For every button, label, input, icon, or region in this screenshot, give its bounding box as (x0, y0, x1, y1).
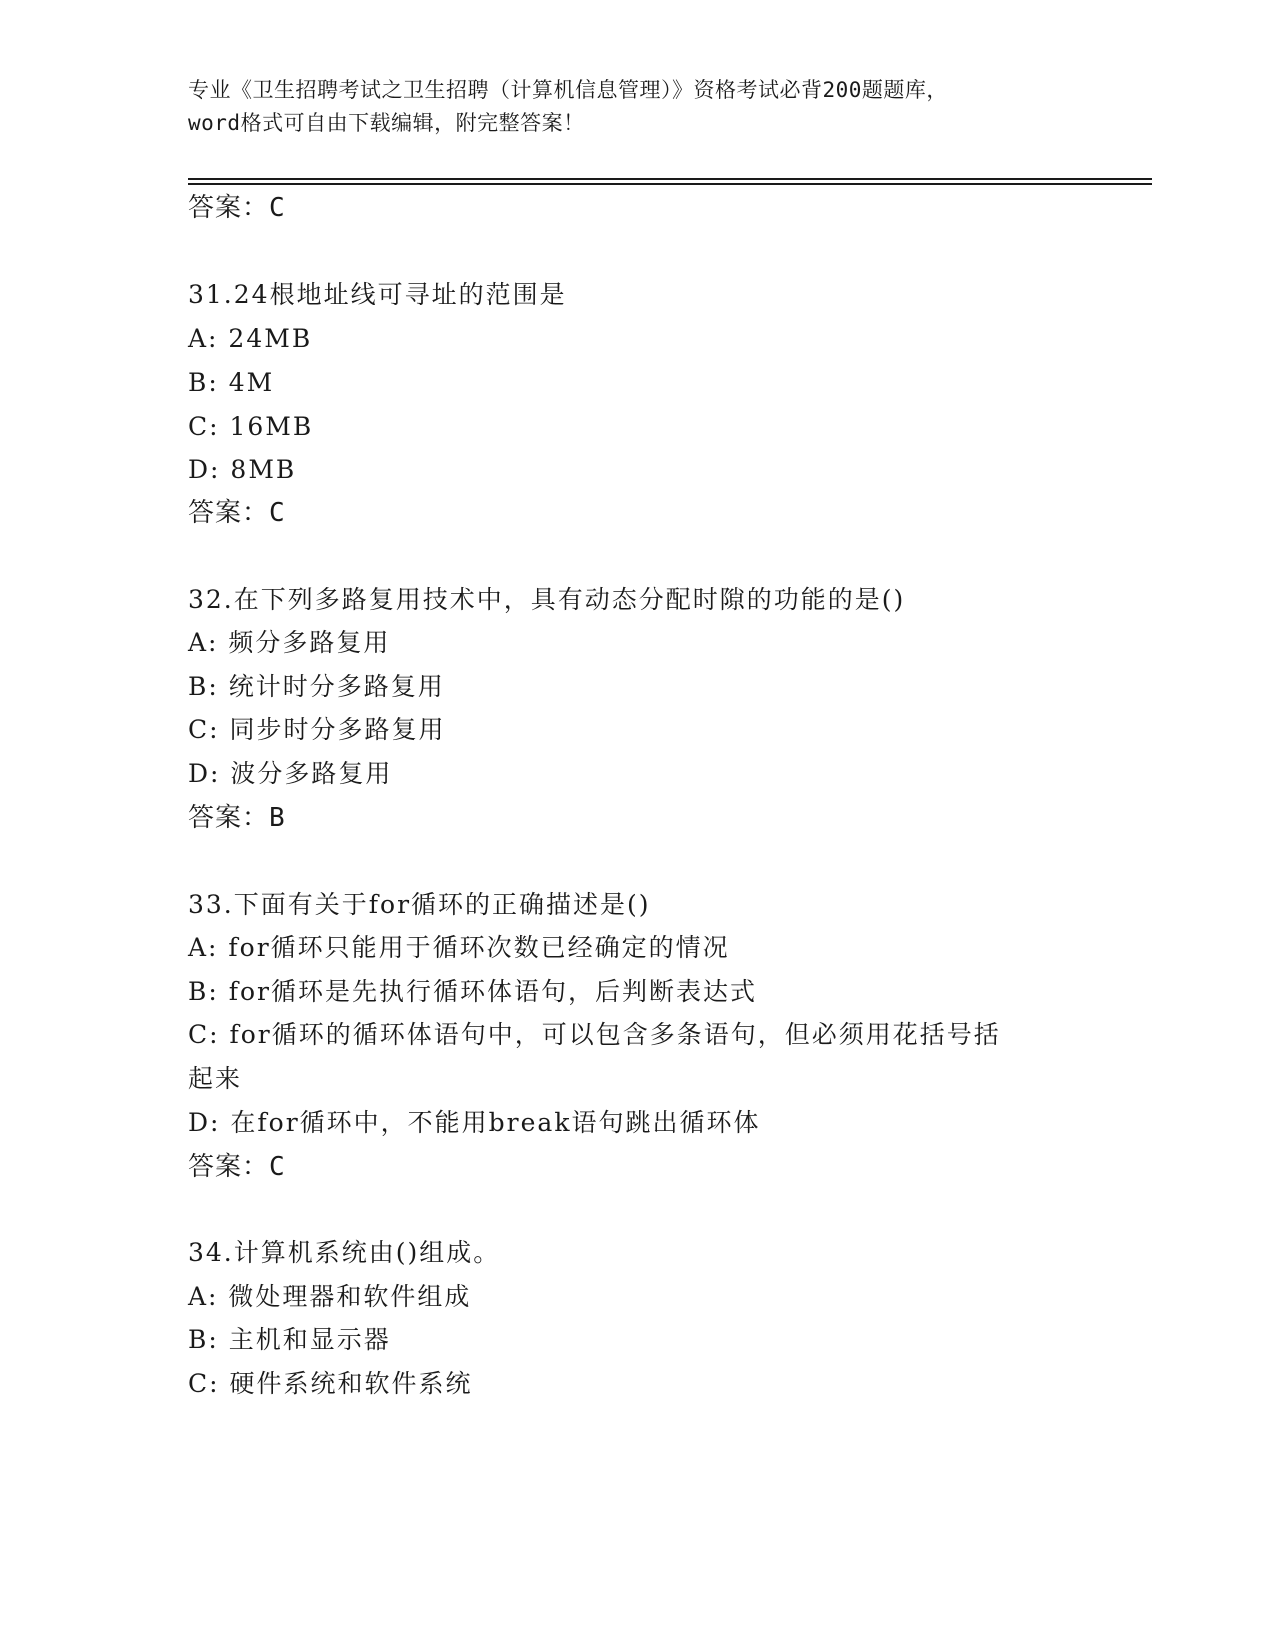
answer-line: 答案：C (188, 498, 286, 528)
question-option: A: 频分多路复用 (188, 628, 391, 657)
question-option: B: for循环是先执行循环体语句，后判断表达式 (188, 977, 757, 1006)
document-header (188, 74, 1078, 140)
question-stem: 33.下面有关于for循环的正确描述是() (188, 890, 651, 919)
question-option: C: 16MB (188, 412, 314, 441)
question-stem: 31.24根地址线可寻址的范围是 (188, 280, 567, 309)
question-option: D: 在for循环中，不能用break语句跳出循环体 (188, 1108, 761, 1137)
question-option: C: for循环的循环体语句中，可以包含多条语句，但必须用花括号括 (188, 1020, 1001, 1049)
question-option: C: 硬件系统和软件系统 (188, 1369, 473, 1398)
question-option: A: for循环只能用于循环次数已经确定的情况 (188, 933, 730, 962)
header-divider-top (188, 178, 1152, 180)
question-option: A: 24MB (188, 324, 313, 353)
question-option: D: 8MB (188, 455, 297, 484)
question-option: C: 同步时分多路复用 (188, 715, 446, 744)
question-option: D: 波分多路复用 (188, 759, 393, 788)
question-option: A: 微处理器和软件组成 (188, 1282, 472, 1311)
header-line-1: 专业《卫生招聘考试之卫生招聘（计算机信息管理）》资格考试必背200题题库， (188, 78, 948, 102)
question-stem: 32.在下列多路复用技术中，具有动态分配时隙的功能的是() (188, 585, 906, 614)
question-option: B: 4M (188, 368, 275, 397)
header-line-2: word格式可自由下载编辑，附完整答案！ (188, 111, 585, 135)
question-option: B: 主机和显示器 (188, 1325, 391, 1354)
header-divider-bottom (188, 183, 1152, 185)
answer-line: 答案：C (188, 193, 286, 223)
question-option-continuation: 起来 (188, 1064, 243, 1093)
answer-line: 答案：C (188, 1152, 286, 1182)
answer-line: 答案：B (188, 803, 286, 833)
question-stem: 34.计算机系统由()组成。 (188, 1238, 501, 1267)
question-option: B: 统计时分多路复用 (188, 672, 445, 701)
